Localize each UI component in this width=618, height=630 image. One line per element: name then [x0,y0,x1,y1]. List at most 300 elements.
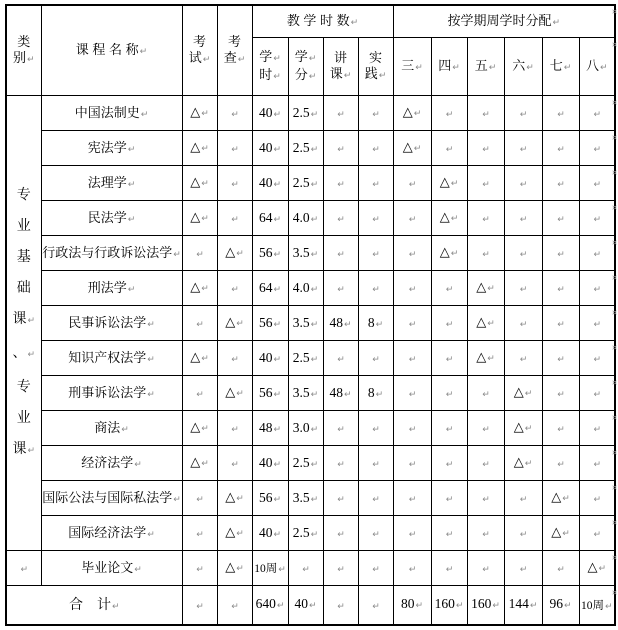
row-end-mark: ¤ [612,378,618,387]
cell-check [217,236,252,271]
paragraph-mark: ↵ [308,601,317,612]
paragraph-mark: ↵ [482,249,490,260]
paragraph-mark: ↵ [343,70,352,81]
paragraph-mark: ↵ [408,424,417,435]
paragraph-mark: ↵ [273,459,282,470]
cell-sem4 [431,306,467,341]
cell-credits [288,411,323,446]
cell-value: 48 [329,384,343,400]
paragraph-mark: ↵ [593,179,602,190]
cell-sem4 [431,236,467,271]
cell-sem3 [393,306,431,341]
header-semester-group: 按学期周学时分配↵ [393,5,615,38]
cell-sem4 [431,271,467,306]
paragraph-mark: ↵ [201,179,209,190]
paragraph-mark: ↵ [310,109,319,120]
paragraph-mark: ↵ [487,284,495,295]
header-sem-6: 六↵ [504,38,542,96]
category-char: 、↵ [12,344,36,360]
cell-exam [182,481,217,516]
paragraph-mark: ↵ [147,389,155,400]
cell-practice [358,411,393,446]
row-end-mark: ¤ [612,588,618,597]
paragraph-mark: ↵ [450,249,459,260]
cell-sem4 [431,376,467,411]
row-end-mark: ¤ [612,343,618,352]
paragraph-mark: ↵ [552,18,561,29]
paragraph-mark: ↵ [134,564,142,575]
paragraph-mark: ↵ [236,249,244,260]
header-category-line2: 别 [12,49,26,65]
paragraph-mark: ↵ [337,354,345,365]
paragraph-mark: ↵ [273,71,281,82]
cell-practice [358,341,393,376]
cell-value: 80 [400,596,415,612]
paragraph-mark: ↵ [519,529,528,540]
paragraph-mark: ↵ [310,354,319,365]
cell-value: 8 [367,384,375,400]
paragraph-mark: ↵ [593,284,602,295]
cell-check [217,96,252,131]
paragraph-mark: ↵ [562,494,570,505]
paragraph-mark: ↵ [202,54,211,65]
cell-practice [358,96,393,131]
paragraph-mark: ↵ [557,319,565,330]
paragraph-mark: ↵ [273,284,282,295]
header-category [6,5,41,96]
paragraph-mark: ↵ [196,249,204,260]
cell-credits [288,341,323,376]
cell-credits [288,446,323,481]
thesis-row [6,551,615,586]
header-teaching-hours-group: 教 学 时 数↵ [252,5,393,38]
cell-course [41,306,182,341]
cell-credits [288,166,323,201]
paragraph-mark: ↵ [201,109,209,120]
cell-course [41,551,182,586]
cell-sem4 [431,411,467,446]
cell-value: 知识产权法学 [68,349,147,365]
cell-sem3 [393,516,431,551]
cell-value: 毕业论文 [81,559,134,575]
cell-practice [358,166,393,201]
curriculum-table [5,4,616,626]
cell-lecture [323,306,358,341]
cell-value: 160 [471,596,492,612]
paragraph-mark: ↵ [111,602,120,612]
paragraph-mark: ↵ [231,601,239,612]
paragraph-mark: ↵ [337,424,345,435]
paragraph-mark: ↵ [201,284,209,295]
cell-exam [182,306,217,341]
paragraph-mark: ↵ [445,144,454,155]
cell-sem8 [579,551,618,586]
cell-course [41,411,182,446]
paragraph-mark: ↵ [524,459,533,470]
paragraph-mark: ↵ [557,354,565,365]
cell-sem6 [504,551,542,586]
paragraph-mark: ↵ [445,284,454,295]
cell-sem6 [504,166,542,201]
cell-credits [288,516,323,551]
cell-lecture [323,446,358,481]
paragraph-mark: ↵ [273,354,282,365]
row-end-mark: ¤ [612,40,618,49]
cell-sem7 [542,376,579,411]
cell-sem5 [467,236,504,271]
cell-lecture [323,376,358,411]
category-char: 基 [16,248,31,264]
cell-value: 64 [258,209,273,225]
paragraph-mark: ↵ [557,459,565,470]
paragraph-mark: ↵ [27,446,36,456]
header-sem-5: 五↵ [467,38,504,96]
paragraph-mark: ↵ [408,529,417,540]
cell-sem3 [393,341,431,376]
paragraph-mark: ↵ [408,319,417,330]
paragraph-mark: ↵ [196,494,204,505]
paragraph-mark: ↵ [310,179,319,190]
paragraph-mark: ↵ [337,144,345,155]
cell-lecture [323,236,358,271]
row-end-mark: ¤ [612,7,618,16]
cell-check [217,376,252,411]
paragraph-mark: ↵ [482,494,490,505]
paragraph-mark: ↵ [308,71,317,82]
triangle-mark: △ [513,455,524,471]
cell-sem5 [467,271,504,306]
cell-value: 3.5 [292,314,310,330]
paragraph-mark: ↵ [372,601,380,612]
cell-sem4 [431,96,467,131]
paragraph-mark: ↵ [445,389,454,400]
row-end-mark: ¤ [612,203,618,212]
cell-sem5 [467,166,504,201]
cell-sem5 [467,446,504,481]
paragraph-mark: ↵ [372,249,380,260]
paragraph-mark: ↵ [519,284,528,295]
paragraph-mark: ↵ [445,319,454,330]
paragraph-mark: ↵ [529,601,538,612]
paragraph-mark: ↵ [482,529,490,540]
cell-credits [288,306,323,341]
paragraph-mark: ↵ [593,109,602,120]
paragraph-mark: ↵ [310,424,319,435]
paragraph-mark: ↵ [343,389,352,400]
course-row [6,376,615,411]
paragraph-mark: ↵ [310,319,319,330]
cell-exam [182,271,217,306]
cell-sem7 [542,306,579,341]
paragraph-mark: ↵ [231,109,239,120]
cell-value: 48 [329,314,343,330]
paragraph-mark: ↵ [563,63,572,74]
cell-hours [252,236,288,271]
row-end-mark: ¤ [612,133,618,142]
course-row [6,96,615,131]
paragraph-mark: ↵ [337,601,345,612]
cell-value: 2.5 [292,454,310,470]
cell-value: 40 [258,349,273,365]
row-end-mark: ¤ [612,273,618,282]
cell-value: 64 [258,279,273,295]
cell-check [217,446,252,481]
paragraph-mark: ↵ [593,249,602,260]
cell-practice [358,376,393,411]
category-char: 课↵ [12,310,36,326]
paragraph-mark: ↵ [593,354,602,365]
cell-lecture [323,586,358,625]
cell-value: 56 [258,384,273,400]
paragraph-mark: ↵ [27,316,36,326]
paragraph-mark: ↵ [415,63,423,74]
cell-sem3 [393,376,431,411]
cell-value: 经济法学 [81,454,134,470]
cell-lecture [323,96,358,131]
paragraph-mark: ↵ [139,47,148,58]
course-row [6,306,615,341]
paragraph-mark: ↵ [273,529,282,540]
row-end-mark: ¤ [612,238,618,247]
cell-sem6 [504,411,542,446]
cell-value: 2.5 [292,139,310,155]
paragraph-mark: ↵ [273,144,282,155]
triangle-mark: △ [225,560,236,576]
cell-sem7 [542,236,579,271]
cell-sem8 [579,201,618,236]
paragraph-mark: ↵ [372,459,380,470]
course-row [6,341,615,376]
paragraph-mark: ↵ [450,179,459,190]
paragraph-mark: ↵ [482,109,490,120]
cell-value: 160 [434,596,455,612]
course-row [6,166,615,201]
cell-course [41,516,182,551]
cell-exam [182,166,217,201]
paragraph-mark: ↵ [593,319,602,330]
triangle-mark: △ [190,420,201,436]
paragraph-mark: ↵ [598,564,607,575]
cell-hours [252,166,288,201]
cell-sem6 [504,236,542,271]
paragraph-mark: ↵ [337,284,345,295]
paragraph-mark: ↵ [563,601,572,612]
cell-sem6 [504,586,542,625]
category-cell-thesis [6,551,41,586]
paragraph-mark: ↵ [372,284,380,295]
cell-check [217,341,252,376]
paragraph-mark: ↵ [378,70,387,81]
paragraph-mark: ↵ [231,214,239,225]
cell-sem5 [467,411,504,446]
cell-sem5 [467,586,504,625]
cell-sem7 [542,411,579,446]
paragraph-mark: ↵ [231,354,239,365]
cell-practice [358,236,393,271]
cell-sem8 [579,131,618,166]
paragraph-mark: ↵ [236,319,244,330]
total-row [6,586,615,625]
cell-hours [252,551,288,586]
paragraph-mark: ↵ [445,564,454,575]
paragraph-mark: ↵ [415,601,424,612]
cell-check [217,131,252,166]
paragraph-mark: ↵ [408,214,417,225]
cell-course [41,376,182,411]
cell-sem4 [431,516,467,551]
cell-sem7 [542,516,579,551]
paragraph-mark: ↵ [231,424,239,435]
triangle-mark: △ [190,105,201,121]
cell-value: 中国法制史 [74,104,140,120]
paragraph-mark: ↵ [310,459,319,470]
triangle-mark: △ [225,525,236,541]
cell-value: 4.0 [292,279,310,295]
cell-value: 40 [258,524,273,540]
cell-hours [252,411,288,446]
paragraph-mark: ↵ [273,389,282,400]
cell-check [217,411,252,446]
paragraph-mark: ↵ [408,249,417,260]
paragraph-mark: ↵ [273,53,281,64]
paragraph-mark: ↵ [375,319,384,330]
triangle-mark: △ [190,280,201,296]
category-char: 业 [16,409,31,425]
paragraph-mark: ↵ [302,564,310,575]
cell-lecture [323,481,358,516]
cell-sem6 [504,96,542,131]
category-char: 专 [16,378,31,394]
course-row [6,131,615,166]
cell-practice [358,131,393,166]
cell-exam [182,586,217,625]
paragraph-mark: ↵ [445,424,454,435]
category-char: 专 [16,186,31,202]
total-label-cell [6,586,182,625]
cell-hours [252,341,288,376]
paragraph-mark: ↵ [600,63,608,74]
category-char: 课↵ [12,440,36,456]
cell-sem4 [431,341,467,376]
paragraph-mark: ↵ [147,529,155,540]
paragraph-mark: ↵ [375,389,384,400]
cell-value: 144 [508,596,529,612]
cell-sem6 [504,201,542,236]
cell-value: 48 [258,419,273,435]
header-row-groups [6,5,615,38]
paragraph-mark: ↵ [557,179,565,190]
cell-sem4 [431,131,467,166]
cell-check [217,271,252,306]
paragraph-mark: ↵ [127,144,136,155]
header-course-name: 课 程 名 称↵ [41,5,182,96]
cell-sem4 [431,551,467,586]
paragraph-mark: ↵ [273,249,282,260]
cell-lecture [323,411,358,446]
paragraph-mark: ↵ [593,529,602,540]
course-row [6,481,615,516]
row-end-mark: ¤ [612,413,618,422]
total-label: 合 计 [68,596,111,612]
cell-sem6 [504,271,542,306]
paragraph-mark: ↵ [310,249,319,260]
cell-sem8 [579,481,618,516]
paragraph-mark: ↵ [519,354,528,365]
paragraph-mark: ↵ [482,214,490,225]
paragraph-mark: ↵ [408,389,417,400]
cell-value: 40 [258,174,273,190]
paragraph-mark: ↵ [310,529,319,540]
cell-sem6 [504,481,542,516]
paragraph-mark: ↵ [593,424,602,435]
cell-sem7 [542,201,579,236]
paragraph-mark: ↵ [519,249,528,260]
paragraph-mark: ↵ [26,54,35,65]
cell-sem3 [393,131,431,166]
paragraph-mark: ↵ [201,459,209,470]
paragraph-mark: ↵ [273,214,282,225]
paragraph-mark: ↵ [413,109,422,120]
cell-sem4 [431,446,467,481]
cell-value: 640 [255,596,276,612]
paragraph-mark: ↵ [372,424,380,435]
cell-credits [288,131,323,166]
cell-course [41,271,182,306]
cell-credits [288,271,323,306]
cell-sem7 [542,166,579,201]
cell-sem8 [579,271,618,306]
paragraph-mark: ↵ [201,144,209,155]
cell-sem6 [504,516,542,551]
cell-credits [288,236,323,271]
cell-sem7 [542,96,579,131]
paragraph-mark: ↵ [140,109,149,120]
course-row [6,411,615,446]
cell-sem8 [579,236,618,271]
triangle-mark: △ [439,175,450,191]
triangle-mark: △ [225,315,236,331]
paragraph-mark: ↵ [593,389,602,400]
paragraph-mark: ↵ [337,109,345,120]
cell-sem6 [504,131,542,166]
cell-sem8 [579,306,618,341]
cell-practice [358,446,393,481]
paragraph-mark: ↵ [236,389,244,400]
cell-sem8 [579,411,618,446]
cell-value: 3.0 [292,419,310,435]
paragraph-mark: ↵ [519,144,528,155]
paragraph-mark: ↵ [450,214,459,225]
cell-sem4 [431,481,467,516]
cell-lecture [323,201,358,236]
paragraph-mark: ↵ [20,564,29,575]
paragraph-mark: ↵ [337,564,345,575]
paragraph-mark: ↵ [147,354,155,365]
triangle-mark: △ [551,525,562,541]
cell-practice [358,306,393,341]
paragraph-mark: ↵ [557,284,565,295]
paragraph-mark: ↵ [310,494,319,505]
cell-sem5 [467,96,504,131]
cell-sem5 [467,341,504,376]
paragraph-mark: ↵ [408,459,417,470]
cell-sem3 [393,446,431,481]
cell-value: 3.5 [292,244,310,260]
paragraph-mark: ↵ [482,564,490,575]
paragraph-mark: ↵ [196,319,204,330]
paragraph-mark: ↵ [519,319,528,330]
paragraph-mark: ↵ [147,319,155,330]
